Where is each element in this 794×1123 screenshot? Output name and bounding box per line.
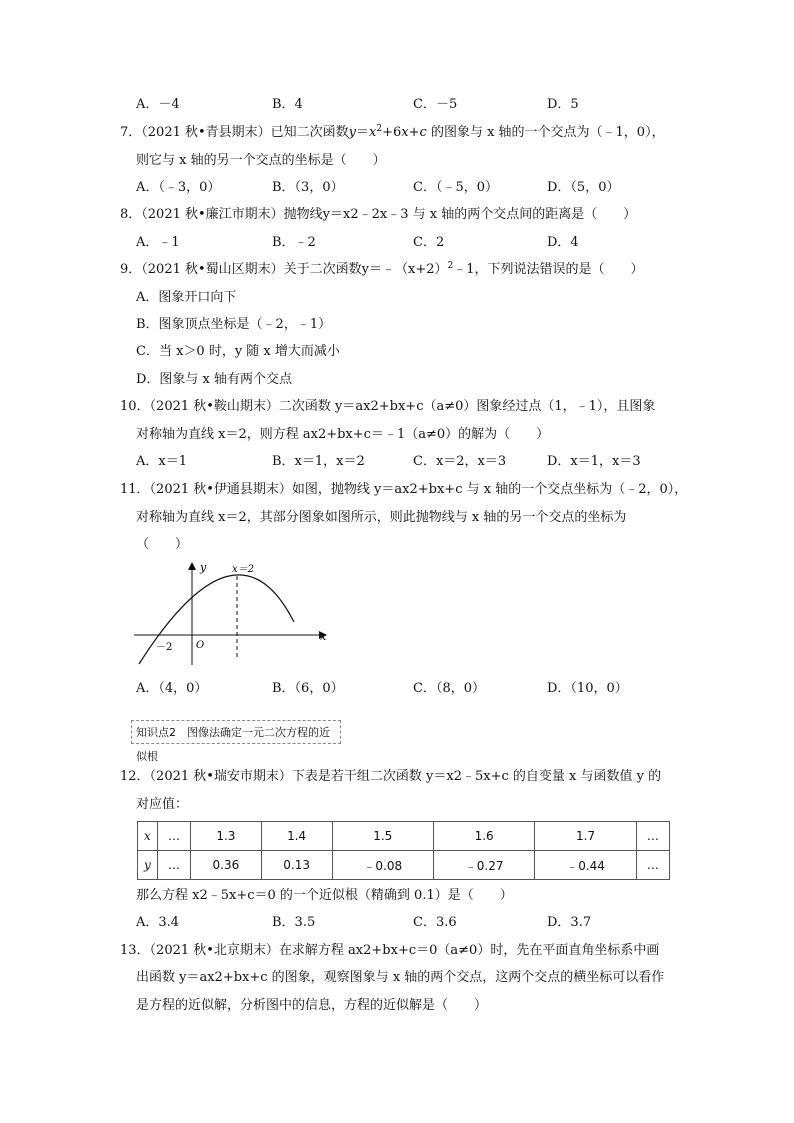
q9-option-d: D．图象与 x 轴有两个交点 [136, 372, 293, 387]
q6-option-d: D．5 [547, 97, 579, 112]
q8-option-b: B．﹣2 [272, 235, 316, 250]
table-cell: 1.3 [191, 822, 262, 851]
q12-value-table [137, 821, 670, 880]
q13-stem-line1: 13．（2021 秋•北京期末）在求解方程 ax2+bx+c＝0（a≠0）时，先在平面直角坐标系中画 [120, 943, 660, 958]
q11-option-a: A．（4，0） [136, 681, 208, 696]
q7-stem-line1: 7．（2021 秋•青县期末）已知二次函数$y=x^2+6x+c$ 的图象与 x 轴的一个交点为（﹣1，0）， [120, 124, 665, 140]
table-cell: ﹣0.44 [535, 851, 636, 880]
q11-option-c: C．（8，0） [413, 681, 485, 696]
table-row [138, 851, 670, 880]
q8-option-c: C．2 [413, 235, 445, 250]
table-cell: 1.7 [535, 822, 636, 851]
q6-option-b: B．4 [272, 97, 303, 112]
y-axis-arrow [188, 562, 196, 570]
q11-parabola-figure [134, 560, 334, 670]
q10-stem-line1: 10．（2021 秋•鞍山期末）二次函数 y＝ax2+bx+c（a≠0）图象经过点（1，﹣1），且图象 [120, 399, 656, 414]
q7-option-b: B．（3，0） [272, 180, 344, 195]
q10-option-a: A．x＝1 [136, 454, 187, 469]
table-cell: … [636, 851, 669, 880]
symmetry-axis-label: x＝2 [232, 564, 255, 575]
q12-stem-line2: 对应值： [136, 797, 189, 812]
x-axis-label: x [320, 630, 327, 643]
root-label: －2 [156, 642, 173, 653]
table-cell: … [157, 851, 190, 880]
q12-option-c: C．3.6 [413, 915, 457, 930]
q8-option-d: D．4 [547, 235, 579, 250]
q6-option-a: A．－4 [136, 97, 180, 112]
q11-stem-line1: 11．（2021 秋•伊通县期末）如图，抛物线 y＝ax2+bx+c 与 x 轴的一个交点坐标为（﹣2，0）， [120, 482, 688, 497]
q9-stem: 9．（2021 秋•蜀山区期末）关于二次函数$y=﹣(x+2)^2﹣1$，下列说法错误的是（ ） [120, 261, 644, 277]
q10-stem-line2: 对称轴为直线 x＝2，则方程 ax2+bx+c＝﹣1（a≠0）的解为（ ） [136, 427, 550, 442]
q10-option-b: B．x＝1，x＝2 [272, 454, 365, 469]
q11-option-d: D．（10，0） [547, 681, 628, 696]
table-cell: … [157, 822, 190, 851]
table-cell: 1.6 [433, 822, 534, 851]
q9-option-b: B．图象顶点坐标是（﹣2，﹣1） [136, 317, 332, 332]
q10-option-d: D．x＝1，x＝3 [547, 454, 641, 469]
table-row [138, 822, 670, 851]
q11-stem-line2: 对称轴为直线 x＝2，其部分图象如图所示，则此抛物线与 x 轴的另一个交点的坐标为 [136, 510, 627, 525]
table-cell: 1.4 [261, 822, 332, 851]
knowledge-point-label: 知识点2 图像法确定一元二次方程的近似根 [131, 720, 341, 744]
table-cell: x [138, 822, 158, 851]
table-cell: 0.13 [261, 851, 332, 880]
q9-option-c: C．当 x＞0 时，y 随 x 增大而减小 [136, 344, 340, 359]
table-cell: ﹣0.08 [332, 851, 433, 880]
table-cell: ﹣0.27 [433, 851, 534, 880]
q7-option-c: C．（﹣5，0） [413, 180, 498, 195]
q12-stem-line1: 12．（2021 秋•瑞安市期末）下表是若干组二次函数 y＝x2﹣5x+c 的自变量 x 与函数值 y 的 [120, 769, 662, 784]
table-cell: 1.5 [332, 822, 433, 851]
q8-option-a: A．﹣1 [136, 235, 180, 250]
q13-stem-line2: 出函数 y＝ax2+bx+c 的图象，观察图象与 x 轴的两个交点，这两个交点的横坐标可以看作 [136, 970, 665, 985]
q10-option-c: C．x＝2，x＝3 [413, 454, 507, 469]
q13-stem-line3: 是方程的近似解，分析图中的信息，方程的近似解是（ ） [136, 998, 488, 1013]
q12-option-b: B．3.5 [272, 915, 316, 930]
q12-option-a: A．3.4 [136, 915, 180, 930]
q7-stem-line2: 则它与 x 轴的另一个交点的坐标是（ ） [136, 153, 386, 168]
q6-option-c: C．－5 [413, 97, 458, 112]
table-cell: 0.36 [191, 851, 262, 880]
y-axis-label: y [200, 561, 207, 574]
q11-option-b: B．（6，0） [272, 681, 344, 696]
table-cell: y [138, 851, 158, 880]
table-cell: … [636, 822, 669, 851]
q9-option-a: A．图象开口向下 [136, 290, 237, 305]
q8-stem: 8．（2021 秋•廉江市期末）抛物线y＝x2﹣2x﹣3 与 x 轴的两个交点间的距离是（ ） [120, 207, 637, 222]
q11-stem-line3: （ ） [136, 537, 189, 552]
q12-stem-line3: 那么方程 x2﹣5x+c＝0 的一个近似根（精确到 0.1）是（ ） [136, 888, 513, 903]
q12-option-d: D．3.7 [547, 915, 592, 930]
q7-option-d: D．（5，0） [547, 180, 620, 195]
q7-option-a: A．（﹣3，0） [136, 180, 221, 195]
origin-label: O [196, 640, 205, 651]
